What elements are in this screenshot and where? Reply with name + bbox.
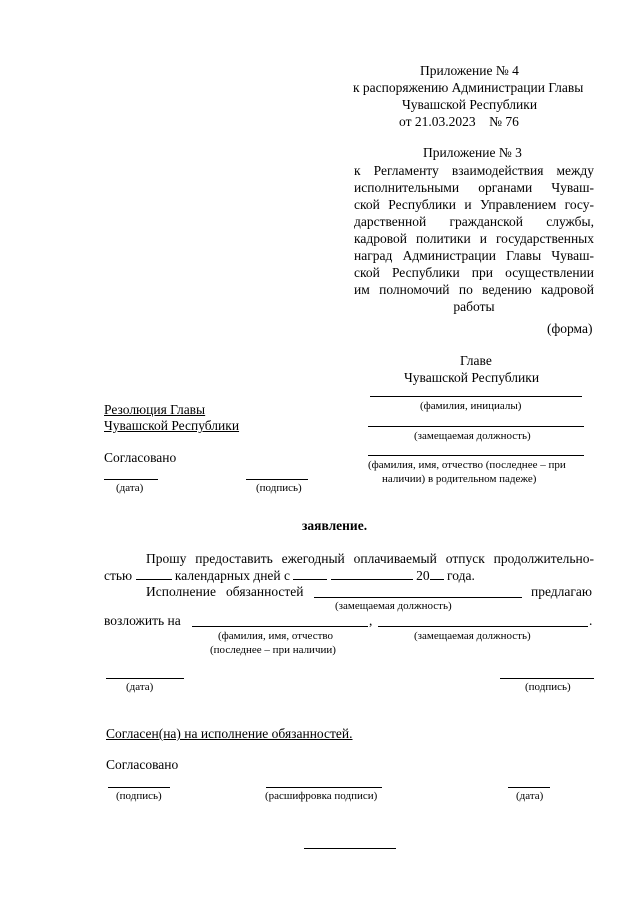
- addressee-fullname-line: [368, 455, 584, 456]
- date-line: [104, 479, 158, 480]
- approved-label: Согласовано: [104, 450, 177, 465]
- appendix3-regulation-text: [354, 162, 594, 315]
- hint-name: (фамилия, инициалы): [420, 400, 522, 412]
- hint-date: (дата): [116, 482, 144, 494]
- duties-label: Исполнение обязанностей: [146, 584, 304, 599]
- statement-date-line[interactable]: [106, 678, 184, 679]
- regulation-line: ской Республики и Управлением госу-: [354, 197, 594, 212]
- regulation-line: ской Республики при осуществлении: [354, 265, 594, 280]
- statement-hint-signature: (подпись): [525, 681, 571, 693]
- assignee-name-line[interactable]: [192, 626, 368, 627]
- duties-propose: предлагаю: [531, 584, 593, 599]
- approved-label-2: Согласовано: [106, 757, 179, 772]
- consent-date-line[interactable]: [508, 787, 550, 788]
- hint-fio-1: (фамилия, имя, отчество: [218, 630, 334, 642]
- hint-assignee-position: (замещаемая должность): [414, 630, 531, 642]
- bottom-divider: [304, 848, 396, 849]
- signature-line: [246, 479, 308, 480]
- regulation-line: наград Администрации Главы Чуваш-: [354, 248, 594, 263]
- start-month-field[interactable]: [331, 566, 413, 580]
- consent-text: Согласен(на) на исполнение обязанностей.: [106, 726, 353, 741]
- hint-signature: (подпись): [256, 482, 302, 494]
- days-field[interactable]: [136, 566, 172, 580]
- addressee-line1: Главе: [460, 353, 492, 368]
- statement-hint-date: (дата): [126, 681, 154, 693]
- appendix3-title: Приложение № 3: [423, 145, 522, 160]
- year-field[interactable]: [430, 566, 444, 580]
- consent-hint-decryption: (расшифровка подписи): [265, 790, 378, 802]
- statement-signature-line[interactable]: [500, 678, 594, 679]
- appendix4-order: к распоряжению Администрации Главы: [353, 80, 584, 95]
- body-line2: [104, 566, 475, 584]
- year-prefix: 20: [416, 568, 430, 583]
- consent-decryption-line[interactable]: [266, 787, 382, 788]
- form-label: (форма): [547, 321, 593, 336]
- appendix4-republic: Чувашской Республики: [402, 97, 538, 112]
- assignee-position-line[interactable]: [378, 626, 588, 627]
- hint-position: (замещаемая должность): [414, 430, 531, 442]
- hint-fullname-1: (фамилия, имя, отчество (последнее – при: [368, 459, 566, 471]
- hint-fullname-2: наличии) в родительном падеже): [382, 473, 537, 485]
- resolution-line2: Чувашской Республики: [104, 418, 240, 433]
- regulation-line: кадровой политики и государственных: [354, 231, 594, 246]
- hint-duties-position: (замещаемая должность): [335, 600, 452, 612]
- duties-position-line[interactable]: [314, 597, 522, 598]
- start-day-field[interactable]: [293, 566, 327, 580]
- body-line2-a: стью: [104, 568, 133, 583]
- appendix4-date-number: от 21.03.2023 № 76: [399, 114, 519, 129]
- addressee-name-line: [370, 396, 582, 397]
- body-line1: Прошу предоставить ежегодный оплачиваемый отпуск продолжительно-: [146, 551, 594, 566]
- regulation-line: им полномочий по ведению кадровой: [354, 282, 594, 297]
- body-line2-b: календарных дней с: [174, 568, 291, 583]
- hint-fio-2: (последнее – при наличии): [210, 644, 336, 656]
- assign-to-label: возложить на: [104, 613, 181, 628]
- consent-signature-line[interactable]: [108, 787, 170, 788]
- regulation-line: исполнительными органами Чуваш-: [354, 180, 594, 195]
- consent-hint-signature: (подпись): [116, 790, 162, 802]
- assign-comma: ,: [369, 613, 373, 628]
- addressee-line2: Чувашской Республики: [404, 370, 540, 385]
- body-line2-d: года.: [447, 568, 475, 583]
- regulation-line: к Регламенту взаимодействия между: [354, 163, 594, 178]
- regulation-line: дарственной гражданской службы,: [354, 214, 594, 229]
- assign-dot: .: [589, 613, 593, 628]
- regulation-line: работы: [453, 299, 495, 314]
- appendix4-title: Приложение № 4: [420, 63, 519, 78]
- resolution-line1: Резолюция Главы: [104, 402, 206, 417]
- statement-title: заявление.: [302, 518, 368, 533]
- consent-hint-date: (дата): [516, 790, 544, 802]
- addressee-position-line: [368, 426, 584, 427]
